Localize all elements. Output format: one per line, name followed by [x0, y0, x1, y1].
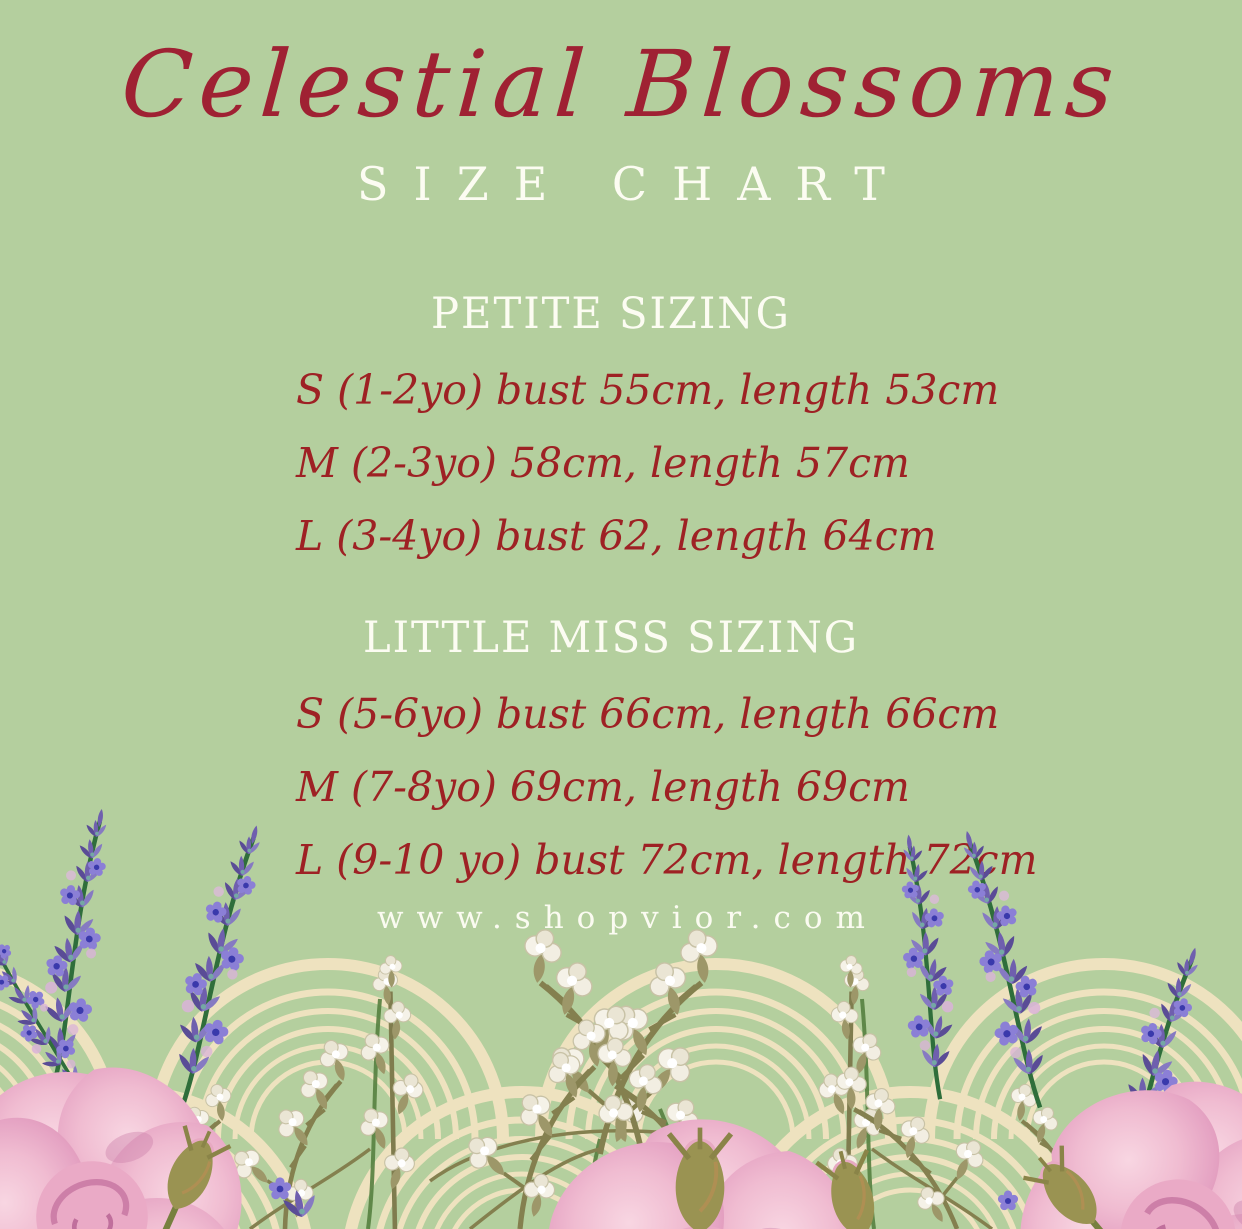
petite-sizing-section: [296, 288, 1000, 573]
size-row-little-miss-m: M (7-8yo) 69cm, length 69cm: [296, 763, 910, 811]
petite-sizing-rows: [296, 354, 1000, 573]
poster-subtitle: SIZE CHART: [357, 157, 910, 211]
petite-sizing-heading: PETITE SIZING: [431, 289, 791, 339]
website-url: www.shopvior.com: [377, 900, 878, 936]
floral-collage: [0, 809, 1242, 1229]
size-row-petite-s: S (1-2yo) bust 55cm, length 53cm: [296, 366, 1000, 414]
size-row-petite-l: L (3-4yo) bust 62, length 64cm: [296, 512, 937, 560]
brand-title: Celestial Blossoms: [118, 31, 1125, 138]
little-miss-sizing-heading: LITTLE MISS SIZING: [362, 613, 860, 663]
size-row-little-miss-s: S (5-6yo) bust 66cm, length 66cm: [296, 690, 1000, 738]
size-row-little-miss-l: L (9-10 yo) bust 72cm, length 72cm: [296, 836, 1038, 884]
size-row-petite-m: M (2-3yo) 58cm, length 57cm: [296, 439, 910, 487]
